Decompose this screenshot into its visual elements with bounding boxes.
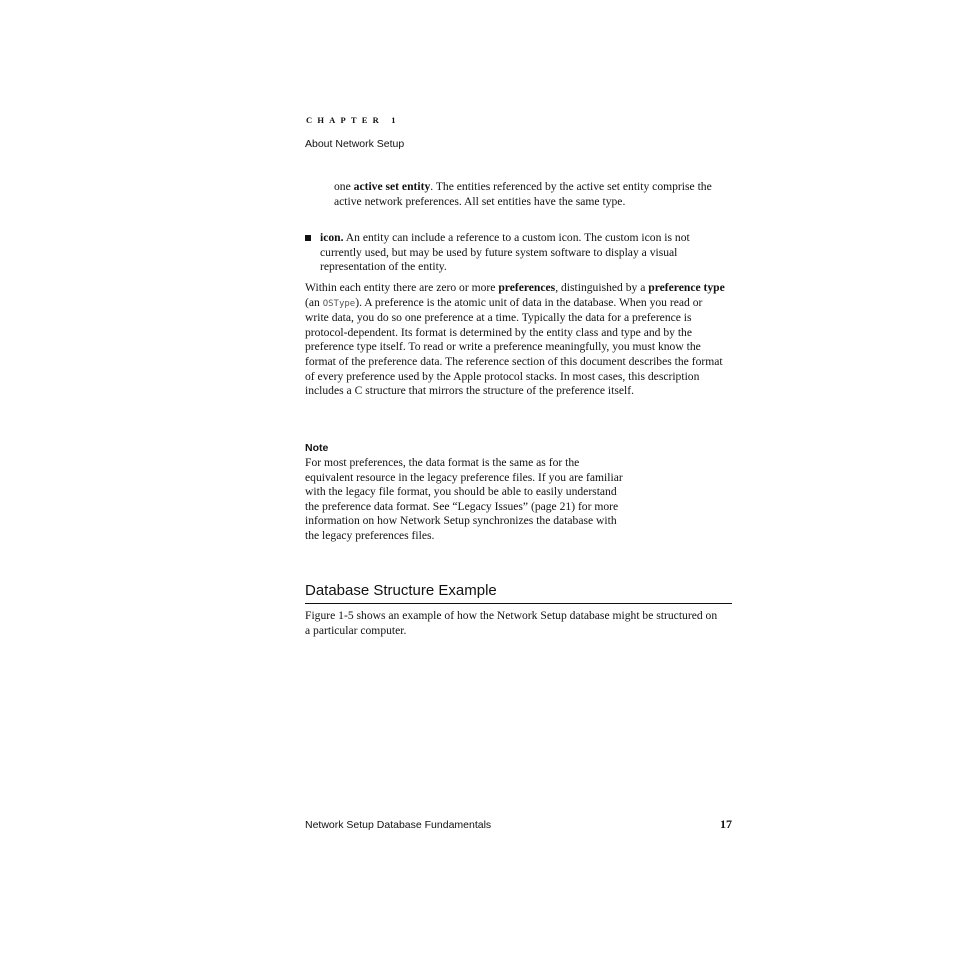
text-span: . The entities referenced by the active set entity comprise the active network preferences. All set entities have the same type.	[334, 180, 712, 208]
term-active-set-entity: active set entity	[353, 180, 431, 193]
term-preferences: preferences	[498, 281, 556, 294]
term-icon: icon.	[320, 231, 344, 244]
preferences-paragraph	[305, 281, 727, 399]
page-number: 17	[720, 817, 732, 831]
chapter-title: About Network Setup	[305, 138, 405, 150]
note-heading: Note	[305, 442, 329, 454]
text-span: (an	[305, 295, 323, 309]
bullet-continuation-paragraph	[334, 180, 724, 209]
note-body: For most preferences, the data format is the same as for the equivalent resource in the legacy preference files. If you are familiar with the legacy file format, you should be able to easily understand the preference data format. See “Legacy Issues” (page 21) for more information on how Network Setup synchronizes the database with the legacy preferences files.	[305, 456, 623, 542]
text-span: ). A preference is the atomic unit of data in the database. When you read or write data, you do so one preference at a time. Typically the data for a preference is protocol-dependent. Its format is determined by the entity class and type and by the preference type itself. To read or write a preference meaningfully, you must know the format of the preference data. The reference section of this document describes the format of every preference used by the Apple protocol stacks. In most cases, this description includes a C structure that mirrors the structure of the preference itself.	[305, 295, 723, 398]
text-span: An entity can include a reference to a custom icon. The custom icon is not currently used, but may be used by future system software to display a visual representation of the entity.	[320, 231, 690, 274]
code-ostype: OSType	[322, 298, 356, 309]
bullet-text	[320, 231, 725, 275]
term-preference-type: preference type	[648, 281, 725, 294]
chapter-label: CHAPTER 1	[306, 115, 401, 125]
text-span: one	[334, 180, 354, 193]
section-divider	[305, 603, 732, 604]
section-paragraph: Figure 1-5 shows an example of how the Network Setup database might be structured on a particular computer.	[305, 609, 718, 637]
section-heading: Database Structure Example	[305, 582, 497, 599]
square-bullet-icon	[305, 235, 311, 241]
footer-title: Network Setup Database Fundamentals	[305, 819, 492, 831]
bullet-item-icon	[305, 231, 725, 275]
text-span: , distinguished by a	[555, 281, 649, 294]
text-span: Within each entity there are zero or more	[305, 281, 499, 294]
